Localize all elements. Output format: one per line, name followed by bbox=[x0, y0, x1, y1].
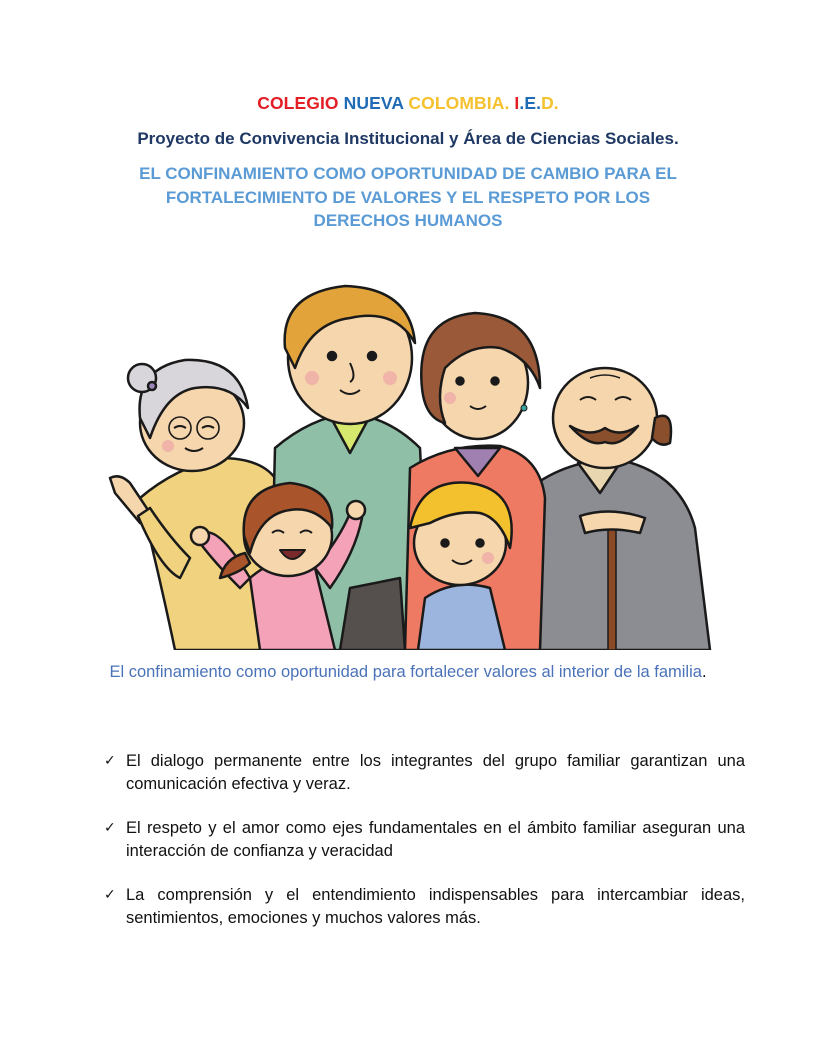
list-item bbox=[104, 750, 745, 795]
check-icon: ✓ bbox=[104, 820, 116, 836]
school-name-part: NUEVA bbox=[343, 93, 409, 113]
caption-text: El confinamiento como oportunidad para fortalecer valores al interior de la familia bbox=[109, 663, 702, 681]
caption-period: . bbox=[701, 663, 707, 681]
project-subtitle: Proyecto de Convivencia Institucional y Área de Ciencias Sociales. bbox=[137, 129, 679, 148]
school-name-part: COLEGIO bbox=[257, 93, 344, 113]
list-item-text: El respeto y el amor como ejes fundamentales en el ámbito familiar aseguran una interacción de confianza y veracidad bbox=[126, 819, 745, 860]
school-name-part: I bbox=[514, 93, 520, 113]
heading-line: EL CONFINAMIENTO COMO OPORTUNIDAD DE CAMBIO PARA EL bbox=[139, 164, 677, 183]
list-item bbox=[104, 884, 745, 929]
list-item-text: La comprensión y el entendimiento indispensables para intercambiar ideas, sentimientos, emociones y muchos valores más. bbox=[126, 886, 745, 927]
heading-line: DERECHOS HUMANOS bbox=[313, 211, 503, 230]
list-item-text: El dialogo permanente entre los integrantes del grupo familiar garantizan una comunicación efectiva y veraz. bbox=[126, 752, 745, 793]
check-icon: ✓ bbox=[104, 887, 116, 903]
document-heading bbox=[100, 162, 716, 233]
figure-caption bbox=[90, 661, 726, 684]
boy-figure bbox=[410, 483, 512, 650]
values-list bbox=[104, 750, 745, 951]
school-name-part: COLOMBIA. bbox=[408, 93, 515, 113]
grandpa-figure bbox=[520, 368, 710, 650]
school-name-part: D. bbox=[541, 93, 559, 113]
school-name bbox=[0, 93, 816, 114]
family-illustration bbox=[100, 278, 722, 652]
father-pants bbox=[340, 578, 405, 650]
heading-line: FORTALECIMIENTO DE VALORES Y EL RESPETO POR LOS bbox=[165, 187, 651, 207]
school-name-part: .E. bbox=[519, 93, 542, 113]
list-item bbox=[104, 817, 745, 862]
check-icon: ✓ bbox=[104, 753, 116, 769]
